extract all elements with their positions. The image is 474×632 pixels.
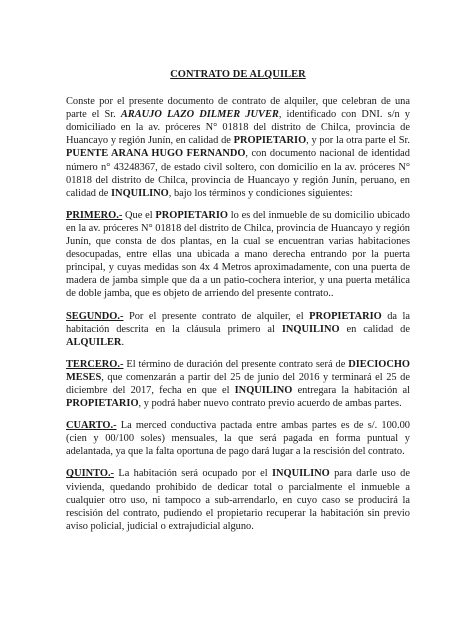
clause-segundo-text-3: en calidad de: [339, 323, 410, 335]
clause-segundo-text-4: .: [121, 336, 125, 348]
intro-text-1: Conste por el presente documento de contrato de alquiler, que celebran de una parte el Sr.: [66, 96, 410, 121]
clause-segundo: [66, 310, 410, 349]
landlord-name: ARAUJO LAZO DILMER JUVER: [120, 109, 279, 121]
intro-text-3: , y por la otra parte el Sr.: [306, 135, 410, 147]
clause-tercero-text-3: entregara la habitación al: [292, 384, 411, 396]
clause-cuarto: [66, 419, 410, 458]
tenant-role: INQUILINO: [111, 187, 169, 199]
intro-text-2: , identificado con DNI. s/n y domiciliado en la av. próceres N° 01818 del distrito de Chilca, provincia de Huancayo y región Junín, en calidad de: [66, 109, 410, 147]
clause-tercero-heading: TERCERO.-: [66, 358, 124, 370]
clause-cuarto-text-1: La merced conductiva pactada entre ambas partes es de s/. 100.00 (cien y 00/100 soles) mensuales, la que será pagada en forma puntual y adelantada, ya que la falta oportuna de pago dará lugar a la rescisión del contrato.: [66, 420, 410, 458]
clause-tercero-text-4: , y podrá haber nuevo contrato previo acuerdo de ambas partes.: [138, 398, 402, 410]
clause-segundo-role-1: PROPIETARIO: [309, 310, 382, 322]
landlord-role: PROPIETARIO: [233, 135, 307, 147]
tenant-name: PUENTE ARANA HUGO FERNANDO: [66, 148, 246, 160]
clause-tercero-role-1: INQUILINO: [234, 384, 293, 396]
clause-quinto-text-2: para darle uso de vivienda, quedando prohibido de dedicar total o parcialmente el inmueble a cualquier otro uso, ni tampoco a sub-arrendarlo, en cuyo caso se producirá la rescisión del contrato, pudiendo el propietario recuperar la habitación sin previo aviso policial, judicial o extrajudicial alguno.: [66, 468, 410, 532]
clause-primero-text-2: lo es del inmueble de su domicilio ubicado en la av. próceres N° 01818 del distrito de Chilca, provincia de Huancayo y región Junín, que consta de dos plantas, en la cual se encuentran varias habitaciones desocupadas, entre ellas una ubicada a mano derecha entrando por la puerta principal, y cuyas medidas son 4x 4 Metros aproximadamente, con una puerta de madera de jamba simple que da a un patio-cochera interior, y una puerta metálica de doble jamba, que es objeto de arriendo del presente contrato..: [66, 209, 410, 300]
clause-segundo-text-1: Por el presente contrato de alquiler, el: [123, 310, 310, 322]
clause-tercero-text-2: , que comenzarán a partir del 25 de junio del 2016 y terminará el 25 de diciembre del 2017, fecha en que el: [66, 371, 410, 396]
clause-segundo-text-2: da la habitación descrita en la cláusula primero al: [66, 310, 410, 335]
clause-primero: [66, 209, 410, 301]
clause-cuarto-heading: CUARTO.-: [66, 420, 117, 432]
clause-primero-role: PROPIETARIO: [155, 209, 228, 221]
clause-quinto-heading: QUINTO.-: [66, 468, 115, 480]
intro-text-4: , con documento nacional de identidad número n° 43248367, de estado civil soltero, con domicilio en la av. próceres N° 01818 del distrito de Chilca, provincia de Huancayo y región Junín, peruano, en calidad de: [66, 148, 410, 199]
clause-tercero-duration: DIECIOCHO MESES: [66, 358, 410, 383]
clause-primero-heading: PRIMERO.-: [66, 209, 123, 221]
document-title: CONTRATO DE ALQUILER: [170, 69, 306, 80]
clause-tercero-role-2: PROPIETARIO: [66, 398, 139, 410]
clause-quinto-role-1: INQUILINO: [271, 468, 330, 480]
clause-segundo-role-3: ALQUILER: [66, 336, 122, 348]
clause-segundo-role-2: INQUILINO: [281, 323, 340, 335]
intro-text-5: , bajo los términos y condiciones siguientes:: [168, 187, 353, 199]
clause-quinto-text-1: La habitación será ocupado por el: [114, 468, 272, 480]
intro-paragraph: [66, 95, 410, 200]
clause-primero-text-1: Que el: [122, 209, 156, 221]
clause-quinto: [66, 467, 410, 532]
contract-document: [66, 68, 410, 542]
clause-tercero: [66, 358, 410, 410]
clause-segundo-heading: SEGUNDO.-: [66, 310, 124, 322]
clause-tercero-text-1: El término de duración del presente contrato será de: [123, 358, 349, 370]
